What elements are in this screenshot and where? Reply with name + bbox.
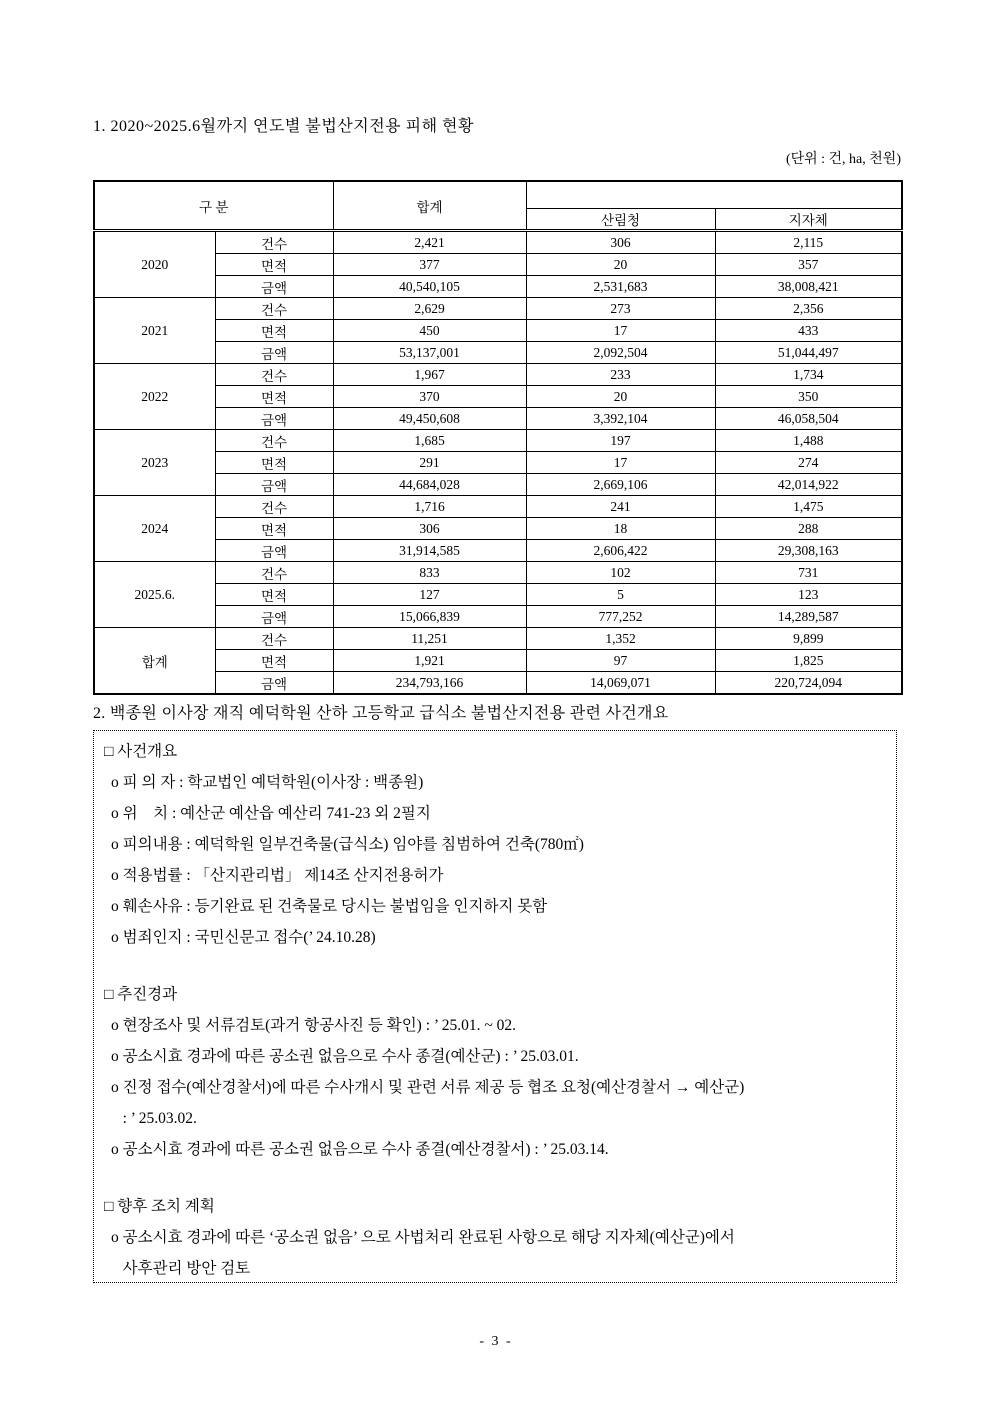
value-cell: 233 [526, 364, 715, 386]
table-row [94, 628, 902, 650]
header-category: 구 분 [94, 181, 333, 231]
value-cell: 1,352 [526, 628, 715, 650]
metric-label-cell: 금액 [215, 672, 333, 695]
value-cell: 123 [715, 584, 902, 606]
metric-label-cell: 건수 [215, 231, 333, 254]
value-cell: 2,115 [715, 231, 902, 254]
metric-label-cell: 면적 [215, 254, 333, 276]
metric-label-cell: 건수 [215, 364, 333, 386]
value-cell: 20 [526, 386, 715, 408]
value-cell: 450 [333, 320, 526, 342]
header-total: 합계 [333, 181, 526, 231]
value-cell: 1,488 [715, 430, 902, 452]
case-line: o 적용법률 : 「산지관리법」 제14조 산지전용허가 [111, 867, 444, 884]
value-cell: 1,967 [333, 364, 526, 386]
metric-label-cell: 금액 [215, 540, 333, 562]
table-row [94, 430, 902, 452]
table-row [94, 342, 902, 364]
value-cell: 40,540,105 [333, 276, 526, 298]
table-row [94, 518, 902, 540]
table-row [94, 606, 902, 628]
value-cell: 97 [526, 650, 715, 672]
metric-label-cell: 건수 [215, 430, 333, 452]
metric-label-cell: 건수 [215, 496, 333, 518]
period-cell: 2022 [94, 364, 215, 430]
header-local-gov: 지자체 [715, 209, 902, 231]
table-row [94, 298, 902, 320]
value-cell: 306 [526, 231, 715, 254]
value-cell: 102 [526, 562, 715, 584]
table-row [94, 320, 902, 342]
metric-label-cell: 면적 [215, 584, 333, 606]
section2-title: 2. 백종원 이사장 재직 예덕학원 산하 고등학교 급식소 불법산지전용 관련 사건개요 [93, 705, 669, 722]
value-cell: 38,008,421 [715, 276, 902, 298]
unit-note: (단위 : 건, ha, 천원) [785, 152, 901, 167]
period-cell: 2025.6. [94, 562, 215, 628]
table-row [94, 496, 902, 518]
value-cell: 220,724,094 [715, 672, 902, 695]
case-section [104, 1192, 886, 1284]
case-line: o 공소시효 경과에 따른 공소권 없음으로 수사 종결(예산군) : ’ 25.03.01. [111, 1048, 579, 1065]
damage-table [93, 180, 903, 695]
value-cell: 2,356 [715, 298, 902, 320]
metric-label-cell: 금액 [215, 474, 333, 496]
value-cell: 49,450,608 [333, 408, 526, 430]
table-row [94, 474, 902, 496]
case-line: o 범죄인지 : 국민신문고 접수(’ 24.10.28) [111, 929, 376, 946]
metric-label-cell: 면적 [215, 452, 333, 474]
value-cell: 127 [333, 584, 526, 606]
value-cell: 2,531,683 [526, 276, 715, 298]
table-row [94, 540, 902, 562]
value-cell: 377 [333, 254, 526, 276]
value-cell: 20 [526, 254, 715, 276]
header-forest-service: 산림청 [526, 209, 715, 231]
header-empty-cell [526, 181, 902, 209]
table-row [94, 562, 902, 584]
period-cell: 합계 [94, 628, 215, 695]
period-cell: 2023 [94, 430, 215, 496]
value-cell: 1,734 [715, 364, 902, 386]
case-line: : ’ 25.03.02. [111, 1110, 197, 1127]
value-cell: 1,825 [715, 650, 902, 672]
value-cell: 14,289,587 [715, 606, 902, 628]
table-row [94, 452, 902, 474]
metric-label-cell: 건수 [215, 562, 333, 584]
value-cell: 2,629 [333, 298, 526, 320]
value-cell: 273 [526, 298, 715, 320]
value-cell: 18 [526, 518, 715, 540]
value-cell: 31,914,585 [333, 540, 526, 562]
value-cell: 15,066,839 [333, 606, 526, 628]
table-row [94, 650, 902, 672]
metric-label-cell: 금액 [215, 408, 333, 430]
page-number: - 3 - [479, 1334, 513, 1349]
value-cell: 357 [715, 254, 902, 276]
table-row [94, 672, 902, 695]
case-section [104, 980, 886, 1165]
case-section-heading: □ 사건개요 [104, 743, 178, 760]
case-section-heading: □ 추진경과 [104, 986, 178, 1003]
case-section-heading: □ 향후 조치 계획 [104, 1198, 215, 1215]
damage-table-header [94, 181, 902, 231]
value-cell: 17 [526, 320, 715, 342]
value-cell: 274 [715, 452, 902, 474]
table-row [94, 231, 902, 254]
metric-label-cell: 금액 [215, 606, 333, 628]
value-cell: 234,793,166 [333, 672, 526, 695]
value-cell: 306 [333, 518, 526, 540]
value-cell: 1,685 [333, 430, 526, 452]
section1-title: 1. 2020~2025.6월까지 연도별 불법산지전용 피해 현황 [93, 118, 474, 135]
period-cell: 2021 [94, 298, 215, 364]
case-line: 사후관리 방안 검토 [111, 1260, 251, 1277]
value-cell: 17 [526, 452, 715, 474]
metric-label-cell: 면적 [215, 320, 333, 342]
metric-label-cell: 건수 [215, 628, 333, 650]
value-cell: 370 [333, 386, 526, 408]
case-section [104, 737, 886, 953]
value-cell: 46,058,504 [715, 408, 902, 430]
metric-label-cell: 금액 [215, 276, 333, 298]
value-cell: 241 [526, 496, 715, 518]
metric-label-cell: 금액 [215, 342, 333, 364]
value-cell: 350 [715, 386, 902, 408]
value-cell: 5 [526, 584, 715, 606]
metric-label-cell: 면적 [215, 386, 333, 408]
value-cell: 42,014,922 [715, 474, 902, 496]
value-cell: 2,606,422 [526, 540, 715, 562]
metric-label-cell: 면적 [215, 650, 333, 672]
case-line: o 현장조사 및 서류검토(과거 항공사진 등 확인) : ’ 25.01. ~ 02. [111, 1017, 517, 1034]
period-cell: 2020 [94, 231, 215, 298]
table-row [94, 584, 902, 606]
value-cell: 777,252 [526, 606, 715, 628]
metric-label-cell: 면적 [215, 518, 333, 540]
value-cell: 833 [333, 562, 526, 584]
case-line: o 진정 접수(예산경찰서)에 따른 수사개시 및 관련 서류 제공 등 협조 요청(예산경찰서 → 예산군) [111, 1079, 745, 1096]
table-row [94, 254, 902, 276]
value-cell: 731 [715, 562, 902, 584]
value-cell: 433 [715, 320, 902, 342]
case-line: o 피의내용 : 예덕학원 일부건축물(급식소) 임야를 침범하여 건축(780㎡) [111, 836, 584, 853]
case-box [93, 730, 897, 1283]
value-cell: 29,308,163 [715, 540, 902, 562]
value-cell: 11,251 [333, 628, 526, 650]
value-cell: 9,899 [715, 628, 902, 650]
case-line: o 피 의 자 : 학교법인 예덕학원(이사장 : 백종원) [111, 774, 424, 791]
value-cell: 14,069,071 [526, 672, 715, 695]
value-cell: 51,044,497 [715, 342, 902, 364]
value-cell: 288 [715, 518, 902, 540]
value-cell: 291 [333, 452, 526, 474]
case-line: o 공소시효 경과에 따른 ‘공소권 없음’ 으로 사법처리 완료된 사항으로 해당 지자체(예산군)에서 [111, 1229, 735, 1246]
table-row [94, 386, 902, 408]
value-cell: 2,092,504 [526, 342, 715, 364]
value-cell: 2,421 [333, 231, 526, 254]
value-cell: 44,684,028 [333, 474, 526, 496]
value-cell: 3,392,104 [526, 408, 715, 430]
case-line: o 훼손사유 : 등기완료 된 건축물로 당시는 불법임을 인지하지 못함 [111, 898, 548, 915]
value-cell: 1,716 [333, 496, 526, 518]
value-cell: 1,475 [715, 496, 902, 518]
table-row [94, 364, 902, 386]
table-row [94, 408, 902, 430]
value-cell: 1,921 [333, 650, 526, 672]
value-cell: 53,137,001 [333, 342, 526, 364]
damage-table-body [94, 231, 902, 695]
table-row [94, 276, 902, 298]
value-cell: 197 [526, 430, 715, 452]
metric-label-cell: 건수 [215, 298, 333, 320]
case-line: o 위 치 : 예산군 예산읍 예산리 741-23 외 2필지 [111, 805, 431, 822]
period-cell: 2024 [94, 496, 215, 562]
case-line: o 공소시효 경과에 따른 공소권 없음으로 수사 종결(예산경찰서) : ’ 25.03.14. [111, 1141, 609, 1158]
value-cell: 2,669,106 [526, 474, 715, 496]
